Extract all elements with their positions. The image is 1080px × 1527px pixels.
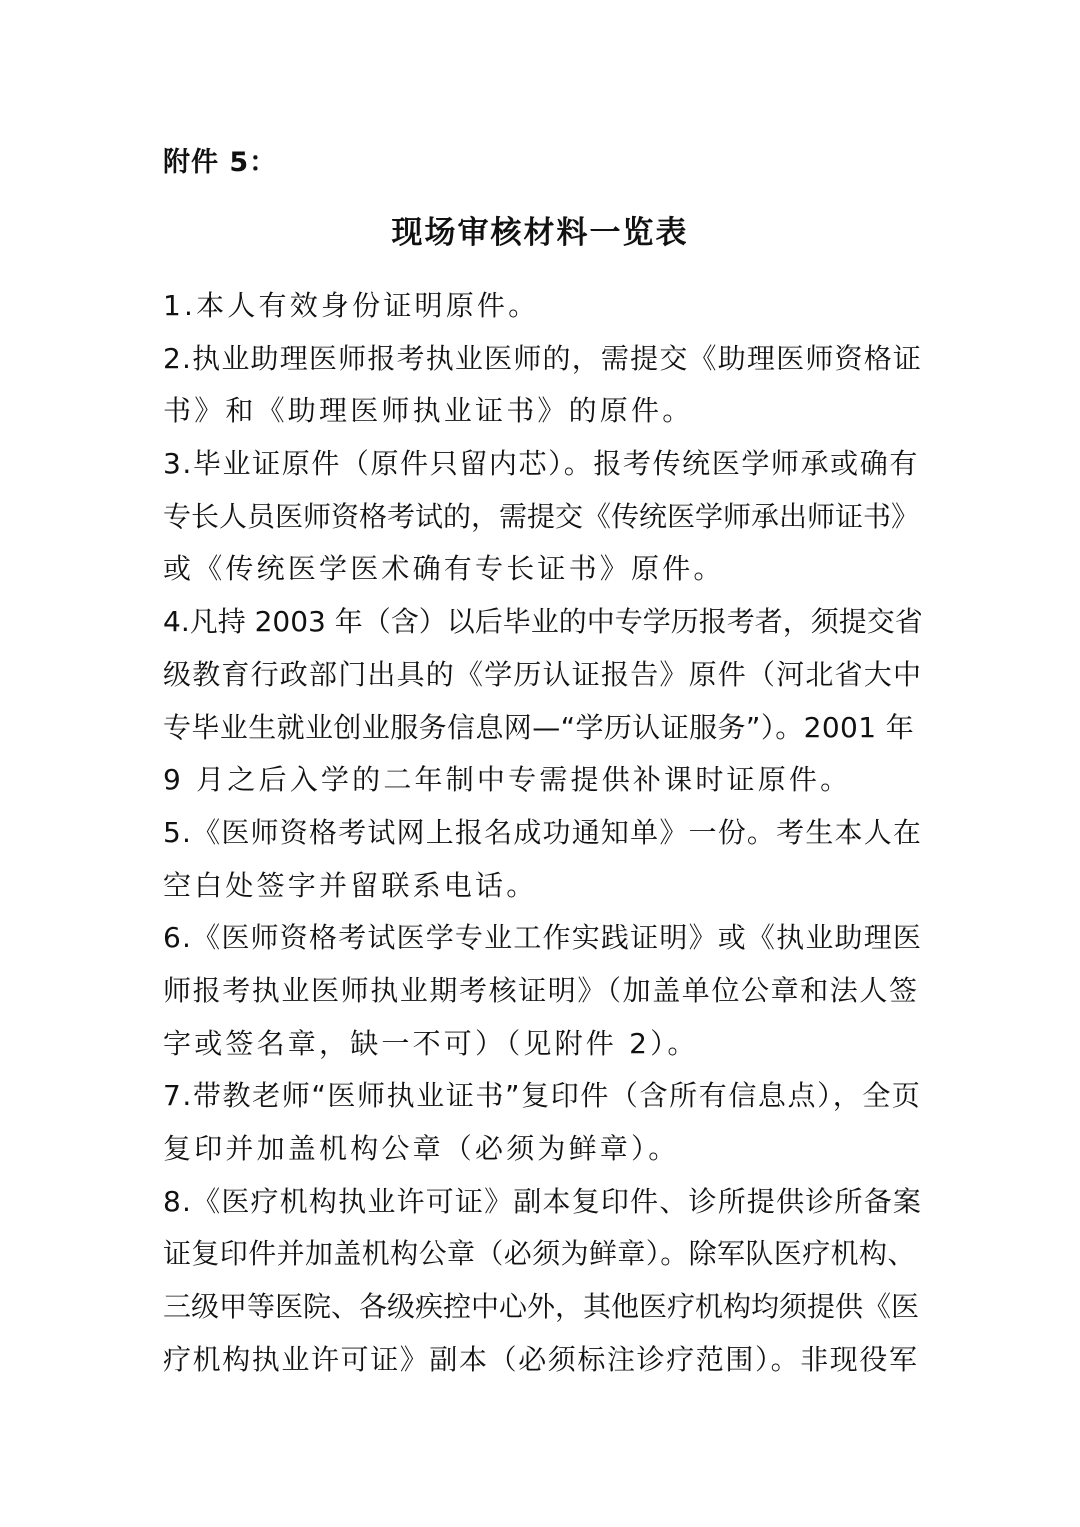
body-line: 专长人员医师资格考试的，需提交《传统医学师承出师证书》 [163, 499, 920, 533]
body-line: 5.《医师资格考试网上报名成功通知单》一份。考生本人在 [163, 815, 923, 849]
body-line: 4.凡持 2003 年（含）以后毕业的中专学历报考者，须提交省 [163, 605, 923, 639]
body-line: 3.毕业证原件（原件只留内芯）。报考传统医学师承或确有 [163, 447, 919, 481]
body-line: 或《传统医学医术确有专长证书》原件。 [163, 552, 725, 586]
body-line: 复印并加盖机构公章（必须为鲜章）。 [163, 1132, 680, 1165]
page-title: 现场审核材料一览表 [391, 215, 689, 251]
body-line: 三级甲等医院、各级疾控中心外，其他医疗机构均须提供《医 [163, 1290, 920, 1324]
body-line: 证复印件并加盖机构公章（必须为鲜章）。除军队医疗机构、 [163, 1237, 916, 1271]
document-body [163, 280, 923, 1386]
body-line: 书》和《助理医师执业证书》的原件。 [163, 394, 694, 428]
body-line: 师报考执业医师执业期考核证明》（加盖单位公章和法人签 [163, 973, 919, 1007]
body-line: 疗机构执业许可证》副本（必须标注诊疗范围）。非现役军 [163, 1342, 919, 1376]
body-line: 6.《医师资格考试医学专业工作实践证明》或《执业助理医 [163, 921, 923, 955]
body-line: 空白处签字并留联系电话。 [163, 868, 538, 902]
body-line: 字或签名章，缺一不可）（见附件 2）。 [163, 1026, 699, 1060]
body-line: 9 月之后入学的二年制中专需提供补课时证原件。 [163, 763, 852, 797]
body-line: 专毕业生就业创业服务信息网—“学历认证服务”）。2001 年 [163, 710, 915, 744]
attachment-label: 附件 5： [163, 147, 278, 178]
body-line: 级教育行政部门出具的《学历认证报告》原件（河北省大中 [163, 657, 923, 691]
body-line: 2.执业助理医师报考执业医师的，需提交《助理医师资格证 [163, 341, 923, 375]
body-line: 8.《医疗机构执业许可证》副本复印件、诊所提供诊所备案 [163, 1184, 923, 1218]
body-line: 1.本人有效身份证明原件。 [163, 289, 540, 322]
body-line: 7.带教老师“医师执业证书”复印件（含所有信息点），全页 [163, 1079, 922, 1113]
